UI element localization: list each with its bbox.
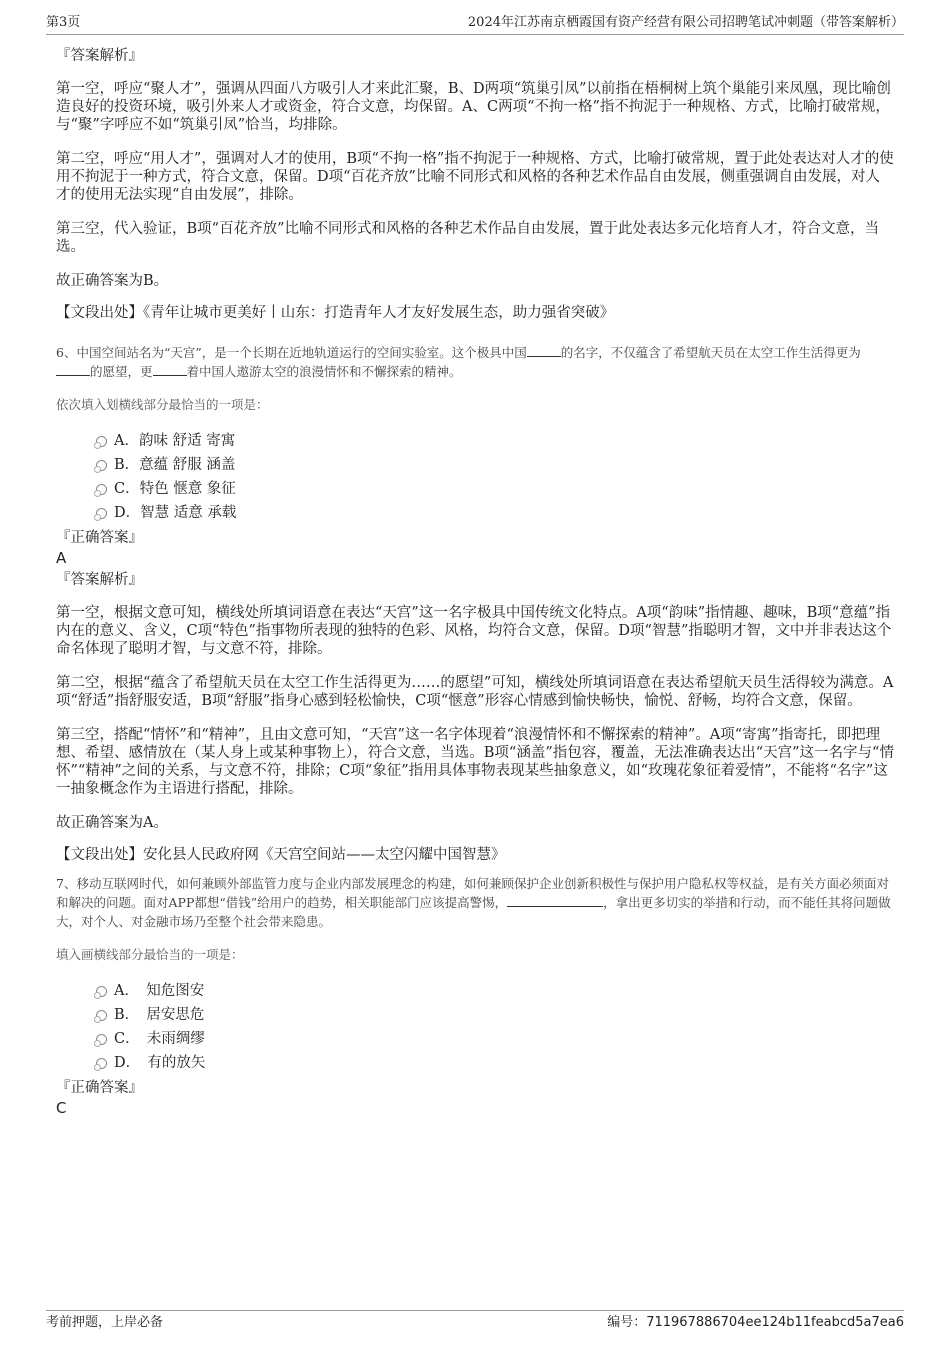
radio-icon[interactable] bbox=[96, 508, 107, 519]
analysis-paragraph: 第三空，代入验证，B项“百花齐放”比喻不同形式和风格的各种艺术作品自由发展，置于此处表达多元化培育人才，符合文意，当选。 bbox=[56, 221, 879, 255]
analysis-paragraph: 第二空，根据“蕴含了希望航天员在太空工作生活得更为……的愿望”可知，横线处所填词语意在表达希望航天员生活得较为满意。A项“舒适”指舒服安适，B项“舒服”指身心感到轻松愉快，C项“惬意”形容心情感到愉快畅快，愉悦、舒畅，均符合文意，保留。 bbox=[56, 675, 894, 709]
question-stem: 6、中国空间站名为“天宫”，是一个长期在近地轨道运行的空间实验室。这个极具中国 的名字，不仅蕴含了希望航天员在太空工作生活得更为的愿望，更 着中国人遨游太空的浪漫情怀和不懈探索的精神。 bbox=[56, 345, 861, 379]
correct-answer: C bbox=[56, 1099, 67, 1117]
analysis-paragraph: 第一空，根据文意可知，横线处所填词语意在表达“天宫”这一名字极具中国传统文化特点。A项“韵味”指情趣、趣味，B项“意蕴”指内在的意义、含义，C项“特色”指事物所表现的独特的色彩、风格，均符合文意，保留。D项“智慧”指聪明才智，文中并非表达这个命名体现了聪明才智，与文意不符，排除。 bbox=[56, 605, 892, 657]
question-prompt: 填入画横线部分最恰当的一项是： bbox=[56, 947, 244, 962]
page-footer bbox=[46, 1310, 904, 1335]
document-title: 2024年江苏南京栖霞国有资产经营有限公司招聘笔试冲刺题（带答案解析） bbox=[467, 15, 904, 30]
option-c[interactable]: C．特色 惬意 象征 bbox=[56, 477, 894, 501]
analysis-heading: 『答案解析』 bbox=[56, 48, 143, 64]
radio-icon[interactable] bbox=[96, 1010, 107, 1021]
option-d[interactable]: D．智慧 适意 承载 bbox=[56, 501, 894, 525]
blank-line bbox=[153, 363, 187, 376]
analysis-paragraph: 第一空，呼应“聚人才”，强调从四面八方吸引人才来此汇聚，B、D两项“筑巢引凤”以前指在梧桐树上筑个巢能引来凤凰，现比喻创造良好的投资环境，吸引外来人才或资金，符合文意，均保留。A、C两项“不拘一格”指不拘泥于一种规格、方式，比喻打破常规，与“聚”字呼应不如“筑巢引凤”恰当，均排除。 bbox=[56, 81, 891, 133]
radio-icon[interactable] bbox=[96, 986, 107, 997]
radio-icon[interactable] bbox=[96, 484, 107, 495]
document-code: 编号：711967886704ee124b11feabcd5a7ea6 bbox=[607, 1315, 904, 1330]
option-a[interactable]: A． 知危图安 bbox=[56, 979, 894, 1003]
radio-icon[interactable] bbox=[96, 436, 107, 447]
page-number: 第3页 bbox=[46, 15, 81, 30]
option-list bbox=[56, 429, 894, 525]
blank-line bbox=[527, 344, 561, 357]
question-stem: 7、移动互联网时代，如何兼顾外部监管力度与企业内部发展理念的构建，如何兼顾保护企业创新积极性与保护用户隐私权等权益，是有关方面必须面对和解决的问题。面对APP都想“借钱”给用户的趋势，相关职能部门应该提高警惕， ，拿出更多切实的举措和行动，而不能任其将问题做大，对个人、对金融市场乃至整个社会带来隐患。 bbox=[56, 876, 891, 929]
blank-line bbox=[507, 894, 603, 907]
analysis-paragraph: 第三空，搭配“情怀”和“精神”，且由文意可知，“天宫”这一名字体现着“浪漫情怀和不懈探索的精神”。A项“寄寓”指寄托，即把理想、希望、感情放在（某人身上或某种事物上），符合文意，当选。B项“涵盖”指包容，覆盖，无法准确表达出“天宫”这一名字与“情怀”“精神”之间的关系，与文意不符，排除；C项“象征”指用具体事物表现某些抽象意义，如“玫瑰花象征着爱情”，不能将“名字”这一抽象概念作为主语进行搭配，排除。 bbox=[56, 727, 894, 797]
analysis-conclusion: 故正确答案为B。 bbox=[56, 273, 169, 289]
prev-question-analysis bbox=[56, 47, 894, 322]
analysis-paragraph: 第二空，呼应“用人才”，强调对人才的使用，B项“不拘一格”指不拘泥于一种规格、方式，比喻打破常规，置于此处表达对人才的使用不拘泥于一种方式，符合文意，保留。D项“百花齐放”比喻不同形式和风格的各种艺术作品自由发展，侧重强调自由发展，对人才的使用无法实现“自由发展”，排除。 bbox=[56, 151, 894, 203]
analysis-conclusion: 故正确答案为A。 bbox=[56, 815, 168, 831]
footer-slogan: 考前押题，上岸必备 bbox=[46, 1315, 164, 1330]
option-d[interactable]: D． 有的放矢 bbox=[56, 1051, 894, 1075]
answer-heading: 『正确答案』 bbox=[56, 1080, 143, 1096]
option-b[interactable]: B． 居安思危 bbox=[56, 1003, 894, 1027]
radio-icon[interactable] bbox=[96, 1058, 107, 1069]
document-body bbox=[56, 40, 894, 1117]
page-header bbox=[46, 12, 904, 35]
answer-heading: 『正确答案』 bbox=[56, 530, 143, 546]
option-a[interactable]: A．韵味 舒适 寄寓 bbox=[56, 429, 894, 453]
option-list bbox=[56, 979, 894, 1075]
source-citation: 【文段出处】安化县人民政府网《天宫空间站——太空闪耀中国智慧》 bbox=[56, 847, 506, 863]
question-6 bbox=[56, 343, 894, 864]
question-7 bbox=[56, 874, 894, 1117]
option-c[interactable]: C． 未雨绸缪 bbox=[56, 1027, 894, 1051]
correct-answer: A bbox=[56, 549, 67, 567]
question-prompt: 依次填入划横线部分最恰当的一项是： bbox=[56, 397, 269, 412]
radio-icon[interactable] bbox=[96, 1034, 107, 1045]
radio-icon[interactable] bbox=[96, 460, 107, 471]
option-b[interactable]: B．意蕴 舒服 涵盖 bbox=[56, 453, 894, 477]
source-citation: 【文段出处】《青年让城市更美好丨山东：打造青年人才友好发展生态，助力强省突破》 bbox=[56, 305, 615, 321]
blank-line bbox=[56, 363, 90, 376]
analysis-heading: 『答案解析』 bbox=[56, 572, 143, 588]
